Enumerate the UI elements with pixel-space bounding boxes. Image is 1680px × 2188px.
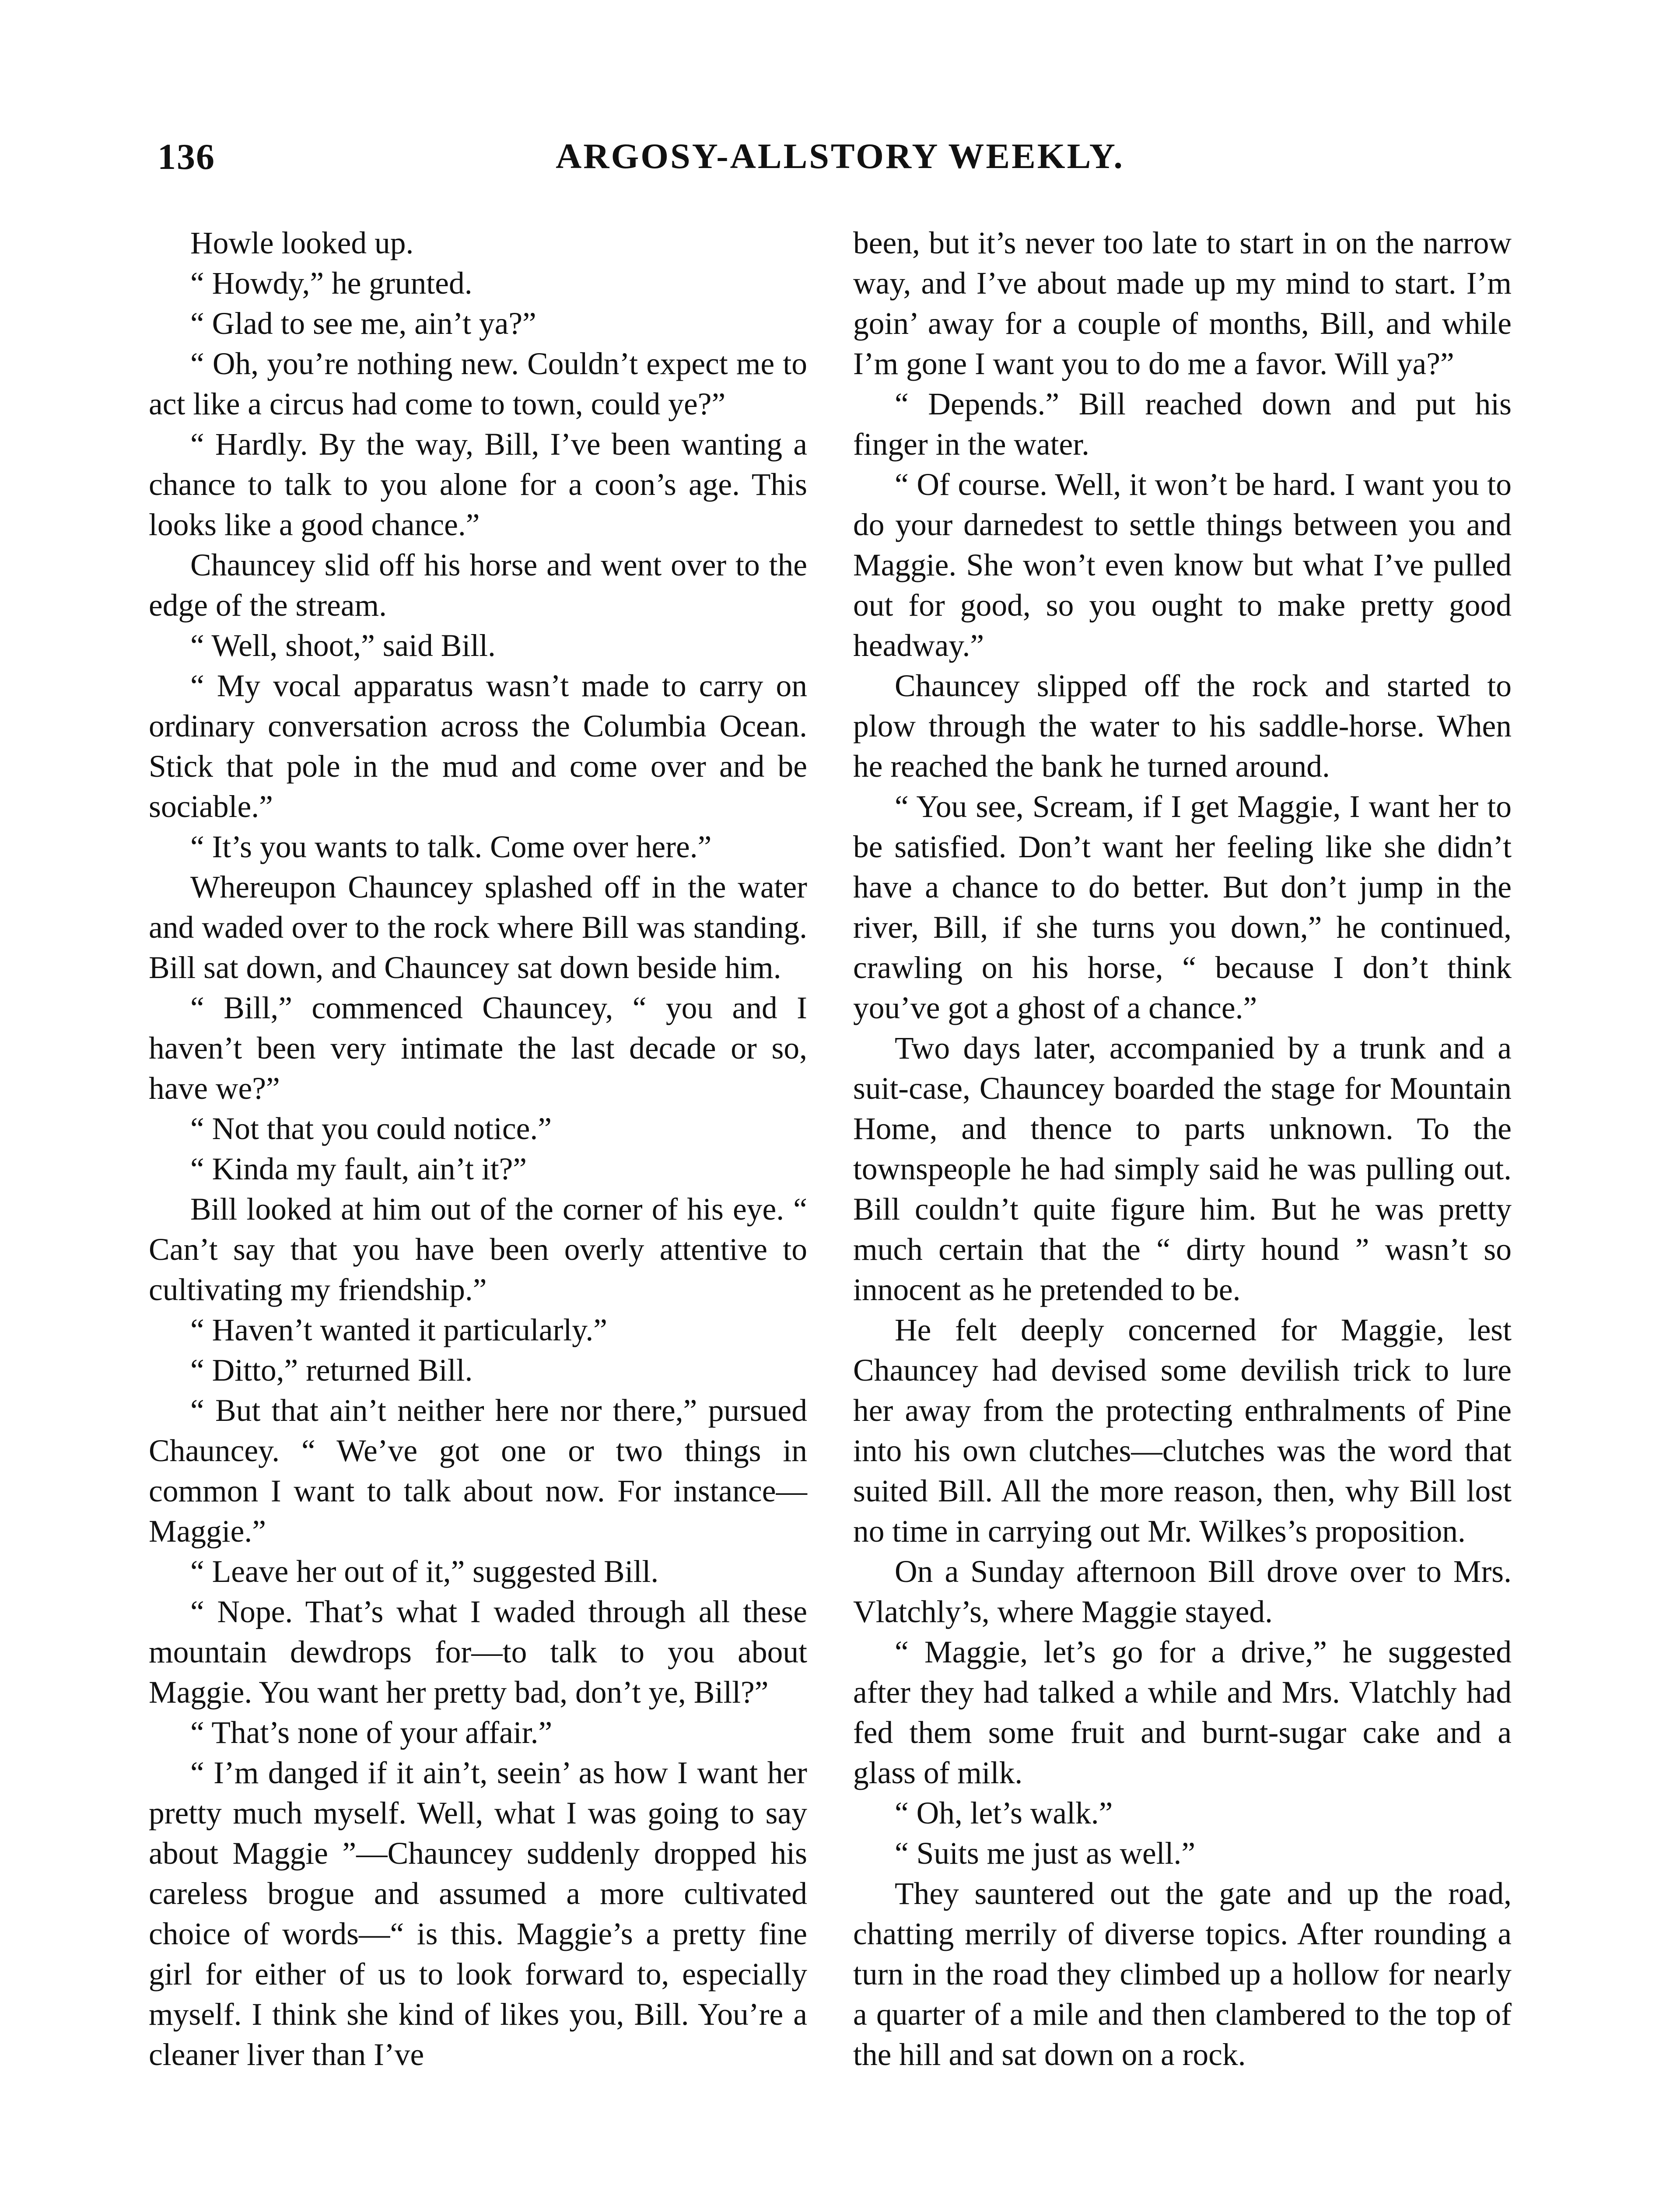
paragraph: “ Maggie, let’s go for a drive,” he suggested after they had talked a while and Mrs. Vlatchly had fed them some fruit and burnt-sugar cake and a glass of milk. bbox=[853, 1635, 1512, 1790]
paragraph: “ It’s you wants to talk. Come over here.” bbox=[190, 830, 712, 864]
paragraph: Two days later, accompanied by a trunk and a suit-case, Chauncey boarded the stage for Mountain Home, and thence to parts unknown. To the townspeople he had simply said he was pulling out. Bill couldn’t quite figure him. But he was pretty much certain that the “ dirty hound ” wasn’t so innocent as he pretended to be. bbox=[853, 1031, 1512, 1307]
paragraph: “ Depends.” Bill reached down and put his finger in the water. bbox=[853, 387, 1512, 462]
paragraph: “ I’m danged if it ain’t, seein’ as how I want her pretty much myself. Well, what I was going to say about Maggie ”—Chauncey suddenly dropped his careless brogue and assumed a more cultivated choice of words—“ is this. Maggie’s a pretty fine girl for either of us to look forward to, especially myself. I think she kind of likes you, Bill. You’re a cleaner liver than I’ve bbox=[149, 1756, 807, 2072]
paragraph: “ Bill,” commenced Chauncey, “ you and I haven’t been very intimate the last decade or so, have we?” bbox=[149, 991, 807, 1106]
paragraph: He felt deeply concerned for Maggie, lest Chauncey had devised some devilish trick to lure her away from the protecting enthralments of Pine into his own clutches—clutches was the word that suited Bill. All the more reason, then, why Bill lost no time in carrying out Mr. Wilkes’s proposition. bbox=[853, 1313, 1512, 1549]
paragraph: Bill looked at him out of the corner of his eye. “ Can’t say that you have been overly attentive to cultivating my friendship.” bbox=[149, 1192, 807, 1307]
right-column bbox=[853, 223, 1512, 2075]
paragraph: “ But that ain’t neither here nor there,” pursued Chauncey. “ We’ve got one or two things in common I want to talk about now. For instance—Maggie.” bbox=[149, 1393, 807, 1549]
paragraph: “ Hardly. By the way, Bill, I’ve been wanting a chance to talk to you alone for a coon’s age. This looks like a good chance.” bbox=[149, 427, 807, 542]
paragraph: “ Well, shoot,” said Bill. bbox=[190, 628, 496, 663]
paragraph: “ Not that you could notice.” bbox=[190, 1112, 552, 1146]
paragraph: “ Leave her out of it,” suggested Bill. bbox=[190, 1554, 659, 1589]
page-number: 136 bbox=[158, 137, 215, 177]
paragraph: Chauncey slipped off the rock and started to plow through the water to his saddle-horse. When he reached the bank he turned around. bbox=[853, 669, 1512, 784]
paragraph: “ Kinda my fault, ain’t it?” bbox=[190, 1152, 527, 1186]
paragraph: Whereupon Chauncey splashed off in the water and waded over to the rock where Bill was standing. Bill sat down, and Chauncey sat down beside him. bbox=[149, 870, 807, 985]
paragraph: “ Suits me just as well.” bbox=[895, 1836, 1196, 1871]
paragraph: Howle looked up. bbox=[190, 226, 414, 260]
paragraph: They sauntered out the gate and up the road, chatting merrily of diverse topics. After rounding a turn in the road they climbed up a hollow for nearly a quarter of a mile and then clambered to the top of the hill and sat down on a rock. bbox=[853, 1876, 1512, 2072]
paragraph: “ Ditto,” returned Bill. bbox=[190, 1353, 473, 1388]
paragraph: “ My vocal apparatus wasn’t made to carry on ordinary conversation across the Columbia Ocean. Stick that pole in the mud and come over and be sociable.” bbox=[149, 669, 807, 824]
running-head: ARGOSY-ALLSTORY WEEKLY. bbox=[556, 136, 1124, 176]
paragraph: “ Glad to see me, ain’t ya?” bbox=[190, 306, 536, 341]
paragraph: “ Oh, you’re nothing new. Couldn’t expect me to act like a circus had come to town, could ye?” bbox=[149, 347, 807, 421]
paragraph: On a Sunday afternoon Bill drove over to Mrs. Vlatchly’s, where Maggie stayed. bbox=[853, 1554, 1512, 1629]
paragraph-continued: been, but it’s never too late to start in on the narrow way, and I’ve about made up my mind to start. I’m goin’ away for a couple of months, Bill, and while I’m gone I want you to do me a favor. Will ya?” bbox=[853, 226, 1512, 381]
paragraph: “ Haven’t wanted it particularly.” bbox=[190, 1313, 607, 1347]
paragraph: “ Oh, let’s walk.” bbox=[895, 1796, 1113, 1830]
paragraph: “ Nope. That’s what I waded through all these mountain dewdrops for—to talk to you about Maggie. You want her pretty bad, don’t ye, Bill?” bbox=[149, 1595, 807, 1710]
paragraph: “ Of course. Well, it won’t be hard. I want you to do your darnedest to settle things between you and Maggie. She won’t even know but what I’ve pulled out for good, so you ought to make pretty good headway.” bbox=[853, 467, 1512, 663]
paragraph: “ Howdy,” he grunted. bbox=[190, 266, 472, 301]
paragraph: Chauncey slid off his horse and went over to the edge of the stream. bbox=[149, 548, 807, 623]
paragraph: “ You see, Scream, if I get Maggie, I want her to be satisfied. Don’t want her feeling like she didn’t have a chance to do better. But don’t jump in the river, Bill, if she turns you down,” he continued, crawling on his horse, “ because I don’t think you’ve got a ghost of a chance.” bbox=[853, 789, 1512, 1025]
paragraph: “ That’s none of your affair.” bbox=[190, 1715, 553, 1750]
left-column bbox=[149, 223, 807, 2075]
